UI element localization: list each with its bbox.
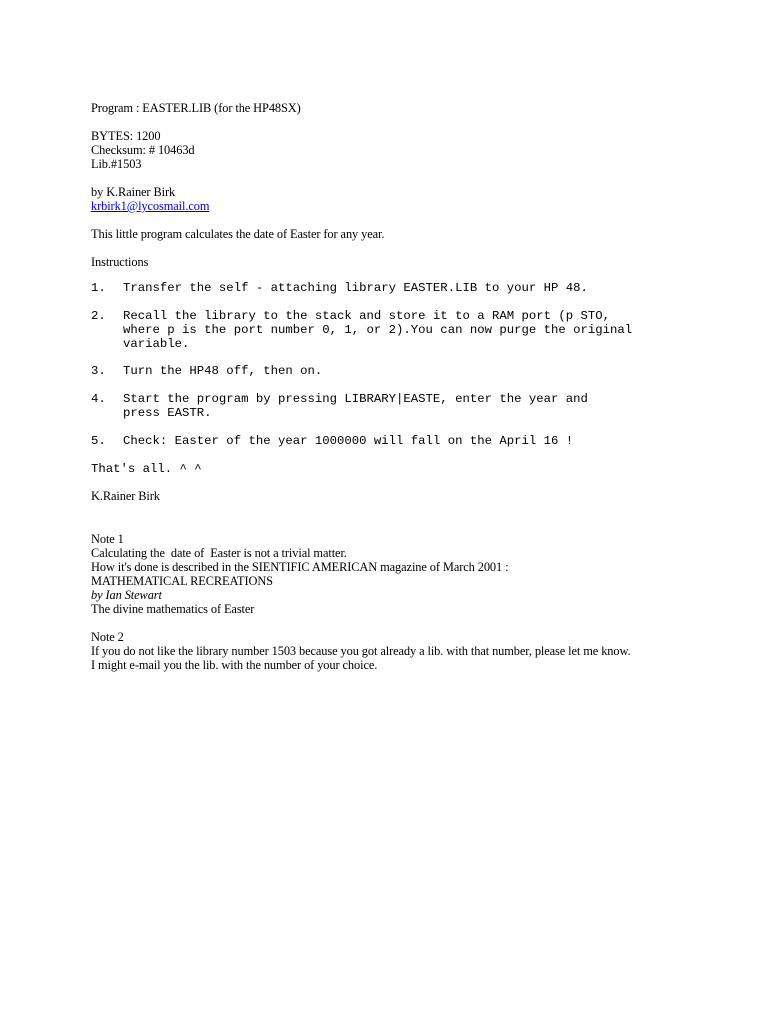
step-text: where p is the port number 0, 1, or 2).You can now purge the original: [123, 323, 633, 337]
step-text: Check: Easter of the year 1000000 will fall on the April 16 !: [123, 434, 574, 448]
note1-heading: Note 1: [91, 532, 124, 546]
note1-line: Calculating the date of Easter is not a trivial matter.: [91, 546, 347, 560]
step-number: 5.: [91, 434, 106, 448]
bytes-line: BYTES: 1200: [91, 129, 161, 143]
step-number: 4.: [91, 392, 106, 406]
thats-all-line: That's all. ^ ^: [91, 462, 202, 476]
lib-line: Lib.#1503: [91, 157, 142, 171]
step-text: Turn the HP48 off, then on.: [123, 364, 323, 378]
instructions-heading: Instructions: [91, 255, 149, 269]
step-number: 1.: [91, 281, 106, 295]
step-text: variable.: [123, 337, 190, 351]
step-number: 3.: [91, 364, 106, 378]
step-text: Start the program by pressing LIBRARY|EASTE, enter the year and: [123, 392, 588, 406]
note2-line: I might e-mail you the lib. with the number of your choice.: [91, 658, 378, 672]
step-text: Transfer the self - attaching library EASTER.LIB to your HP 48.: [123, 281, 588, 295]
step-number: 2.: [91, 309, 106, 323]
note1-line: How it's done is described in the SIENTIFIC AMERICAN magazine of March 2001 :: [91, 560, 509, 574]
author-line: by K.Rainer Birk: [91, 185, 176, 199]
program-title: Program : EASTER.LIB (for the HP48SX): [91, 101, 301, 115]
note2-line: If you do not like the library number 1503 because you got already a lib. with that number, please let me know.: [91, 644, 631, 658]
note2-heading: Note 2: [91, 630, 124, 644]
email-link[interactable]: krbirk1@lycosmail.com: [91, 199, 210, 213]
note1-line: The divine mathematics of Easter: [91, 602, 255, 616]
step-text: Recall the library to the stack and store it to a RAM port (p STO,: [123, 309, 611, 323]
intro-text: This little program calculates the date of Easter for any year.: [91, 227, 385, 241]
checksum-line: Checksum: # 10463d: [91, 143, 195, 157]
note1-author: by Ian Stewart: [91, 588, 162, 602]
step-text: press EASTR.: [123, 406, 212, 420]
note1-line: MATHEMATICAL RECREATIONS: [91, 574, 273, 588]
signature: K.Rainer Birk: [91, 489, 160, 503]
